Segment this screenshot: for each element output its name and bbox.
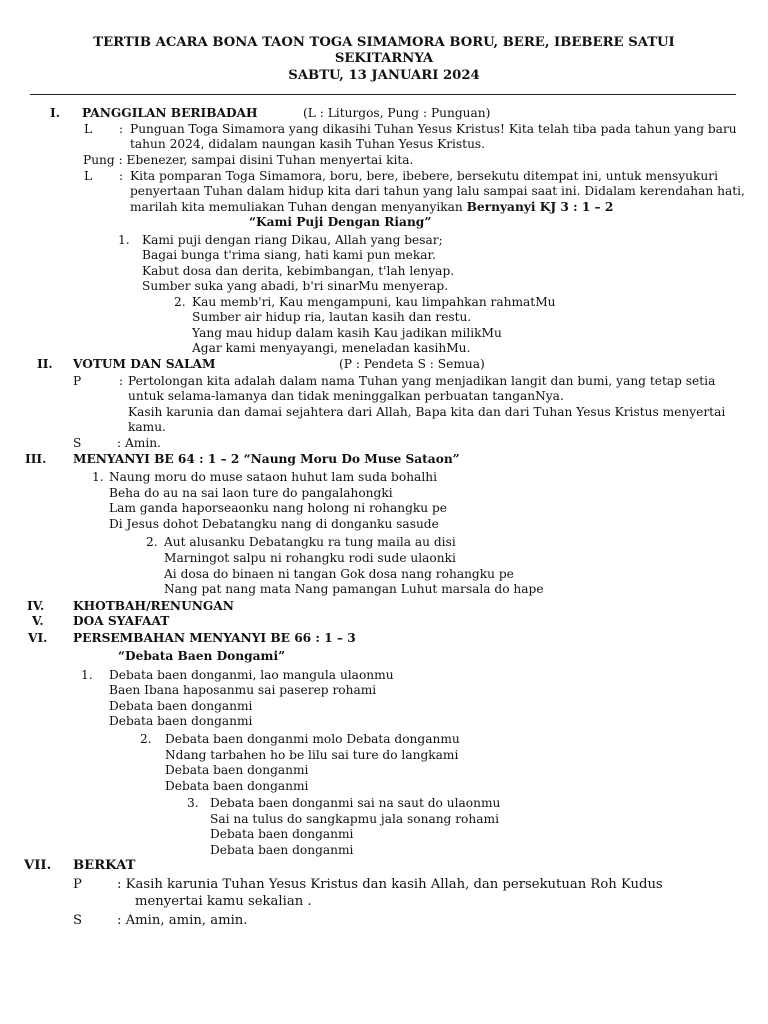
liturgy-response: Pung : Ebenezer, sampai disini Tuhan menyertai kita. <box>83 153 414 167</box>
section-title: KHOTBAH/RENUNGAN <box>73 599 234 613</box>
speaker-label: S <box>73 913 83 928</box>
liturgy-text: tahun 2024, didalam naungan kasih Tuhan Yesus Kristus. <box>130 137 486 151</box>
section-title: VOTUM DAN SALAM <box>73 357 216 371</box>
liturgy-text: Pertolongan kita adalah dalam nama Tuhan yang menjadikan langit dan bumi, yang tetap setia <box>128 374 716 388</box>
liturgy-text: Kita pomparan Toga Simamora, boru, bere, ibebere, bersekutu ditempat ini, untuk mensyukuri <box>130 169 718 183</box>
verse-line: Kami puji dengan riang Dikau, Allah yang besar; <box>142 233 443 247</box>
colon: : <box>119 374 124 388</box>
verse-line: Debata baen donganmi sai na saut do ulaonmu <box>210 796 501 810</box>
verse-line: Bagai bunga t'rima siang, hati kami pun mekar. <box>142 248 436 262</box>
speaker-label: L <box>84 169 93 183</box>
verse-line: Di Jesus dohot Debatangku nang di donganku sasude <box>109 517 439 531</box>
hymn-reference: Bernyanyi KJ 3 : 1 – 2 <box>466 200 614 214</box>
section-note: (L : Liturgos, Pung : Punguan) <box>303 106 491 120</box>
colon: : <box>119 169 124 183</box>
section-title: PERSEMBAHAN MENYANYI BE 66 : 1 – 3 <box>73 631 356 645</box>
section-number: IV. <box>27 599 45 613</box>
liturgy-text: : Amin. <box>117 436 161 450</box>
liturgy-text: Kasih karunia dan damai sejahtera dari Allah, Bapa kita dan dari Tuhan Yesus Kristus menyertai <box>128 405 726 419</box>
verse-line: Sumber suka yang abadi, b'ri sinarMu menyerap. <box>142 279 449 293</box>
speaker-label: P <box>73 877 82 892</box>
verse-line: Debata baen donganmi molo Debata donganmu <box>165 732 460 746</box>
verse-line: Agar kami menyayangi, meneladan kasihMu. <box>192 341 471 355</box>
speaker-label: S <box>73 436 82 450</box>
blessing-text: menyertai kamu sekalian . <box>135 894 312 909</box>
verse-number: 2. <box>140 732 152 746</box>
liturgy-text <box>130 200 613 215</box>
section-number: V. <box>32 614 44 628</box>
verse-number: 1. <box>118 233 130 247</box>
verse-line: Debata baen donganmi <box>165 763 309 777</box>
verse-line: Debata baen donganmi <box>109 699 253 713</box>
verse-line: Beha do au na sai laon ture do pangalahongki <box>109 486 393 500</box>
song-title: “Debata Baen Dongami” <box>118 649 286 663</box>
verse-line: Aut alusanku Debatangku ra tung maila au disi <box>164 535 456 549</box>
document-title-line2: SEKITARNYA <box>334 51 434 66</box>
section-title: MENYANYI BE 64 : 1 – 2 “Naung Moru Do Muse Sataon” <box>73 452 460 466</box>
liturgy-text: untuk selama-lamanya dan tidak meninggalkan perbuatan tanganNya. <box>128 389 564 403</box>
section-number: I. <box>50 106 60 120</box>
blessing-text: : Kasih karunia Tuhan Yesus Kristus dan kasih Allah, dan persekutuan Roh Kudus <box>117 877 663 892</box>
verse-number: 3. <box>187 796 199 810</box>
liturgy-text: Punguan Toga Simamora yang dikasihi Tuhan Yesus Kristus! Kita telah tiba pada tahun yang baru <box>130 122 737 136</box>
speaker-label: L <box>84 122 93 136</box>
section-number: VII. <box>24 858 52 873</box>
verse-line: Yang mau hidup dalam kasih Kau jadikan milikMu <box>192 326 502 340</box>
verse-line: Ndang tarbahen ho be lilu sai ture do langkami <box>165 748 459 762</box>
verse-line: Nang pat nang mata Nang pamangan Luhut marsala do hape <box>164 582 544 596</box>
section-title: BERKAT <box>73 858 136 873</box>
verse-line: Lam ganda haporseaonku nang holong ni rohangku pe <box>109 501 448 515</box>
verse-line: Sumber air hidup ria, lautan kasih dan restu. <box>192 310 472 324</box>
verse-line: Debata baen donganmi, lao mangula ulaonmu <box>109 668 394 682</box>
verse-line: Debata baen donganmi <box>210 827 354 841</box>
section-note: (P : Pendeta S : Semua) <box>339 357 485 371</box>
liturgy-text: kamu. <box>128 420 166 434</box>
verse-line: Naung moru do muse sataon huhut lam suda bohalhi <box>109 470 437 484</box>
header-divider <box>30 94 736 95</box>
document-title: TERTIB ACARA BONA TAON TOGA SIMAMORA BORU, BERE, IBEBERE SATUI <box>93 35 675 50</box>
liturgy-text: penyertaan Tuhan dalam hidup kita dari tahun yang lalu sampai saat ini. Didalam kerendahan hati, <box>130 184 745 198</box>
verse-line: Baen Ibana haposanmu sai paserep rohami <box>109 683 377 697</box>
liturgy-text-part: marilah kita memuliakan Tuhan dengan menyanyikan <box>130 200 463 214</box>
section-title: PANGGILAN BERIBADAH <box>82 106 258 120</box>
verse-number: 1. <box>81 668 93 682</box>
song-title: “Kami Puji Dengan Riang” <box>249 215 432 229</box>
document-date: SABTU, 13 JANUARI 2024 <box>288 68 480 83</box>
verse-line: Kabut dosa dan derita, kebimbangan, t'lah lenyap. <box>142 264 455 278</box>
blessing-response: : Amin, amin, amin. <box>117 913 248 928</box>
verse-number: 2. <box>174 295 186 309</box>
colon: : <box>119 122 124 136</box>
verse-line: Kau memb'ri, Kau mengampuni, kau limpahkan rahmatMu <box>192 295 556 309</box>
verse-line: Debata baen donganmi <box>109 714 253 728</box>
verse-number: 2. <box>146 535 158 549</box>
section-title: DOA SYAFAAT <box>73 614 170 628</box>
section-number: III. <box>25 452 47 466</box>
verse-line: Sai na tulus do sangkapmu jala sonang rohami <box>210 812 499 826</box>
section-number: II. <box>37 357 53 371</box>
verse-line: Ai dosa do binaen ni tangan Gok dosa nang rohangku pe <box>164 567 514 581</box>
verse-line: Debata baen donganmi <box>165 779 309 793</box>
verse-line: Debata baen donganmi <box>210 843 354 857</box>
verse-line: Marningot salpu ni rohangku rodi sude ulaonki <box>164 551 456 565</box>
speaker-label: P <box>73 374 82 388</box>
section-number: VI. <box>28 631 48 645</box>
verse-number: 1. <box>92 470 104 484</box>
